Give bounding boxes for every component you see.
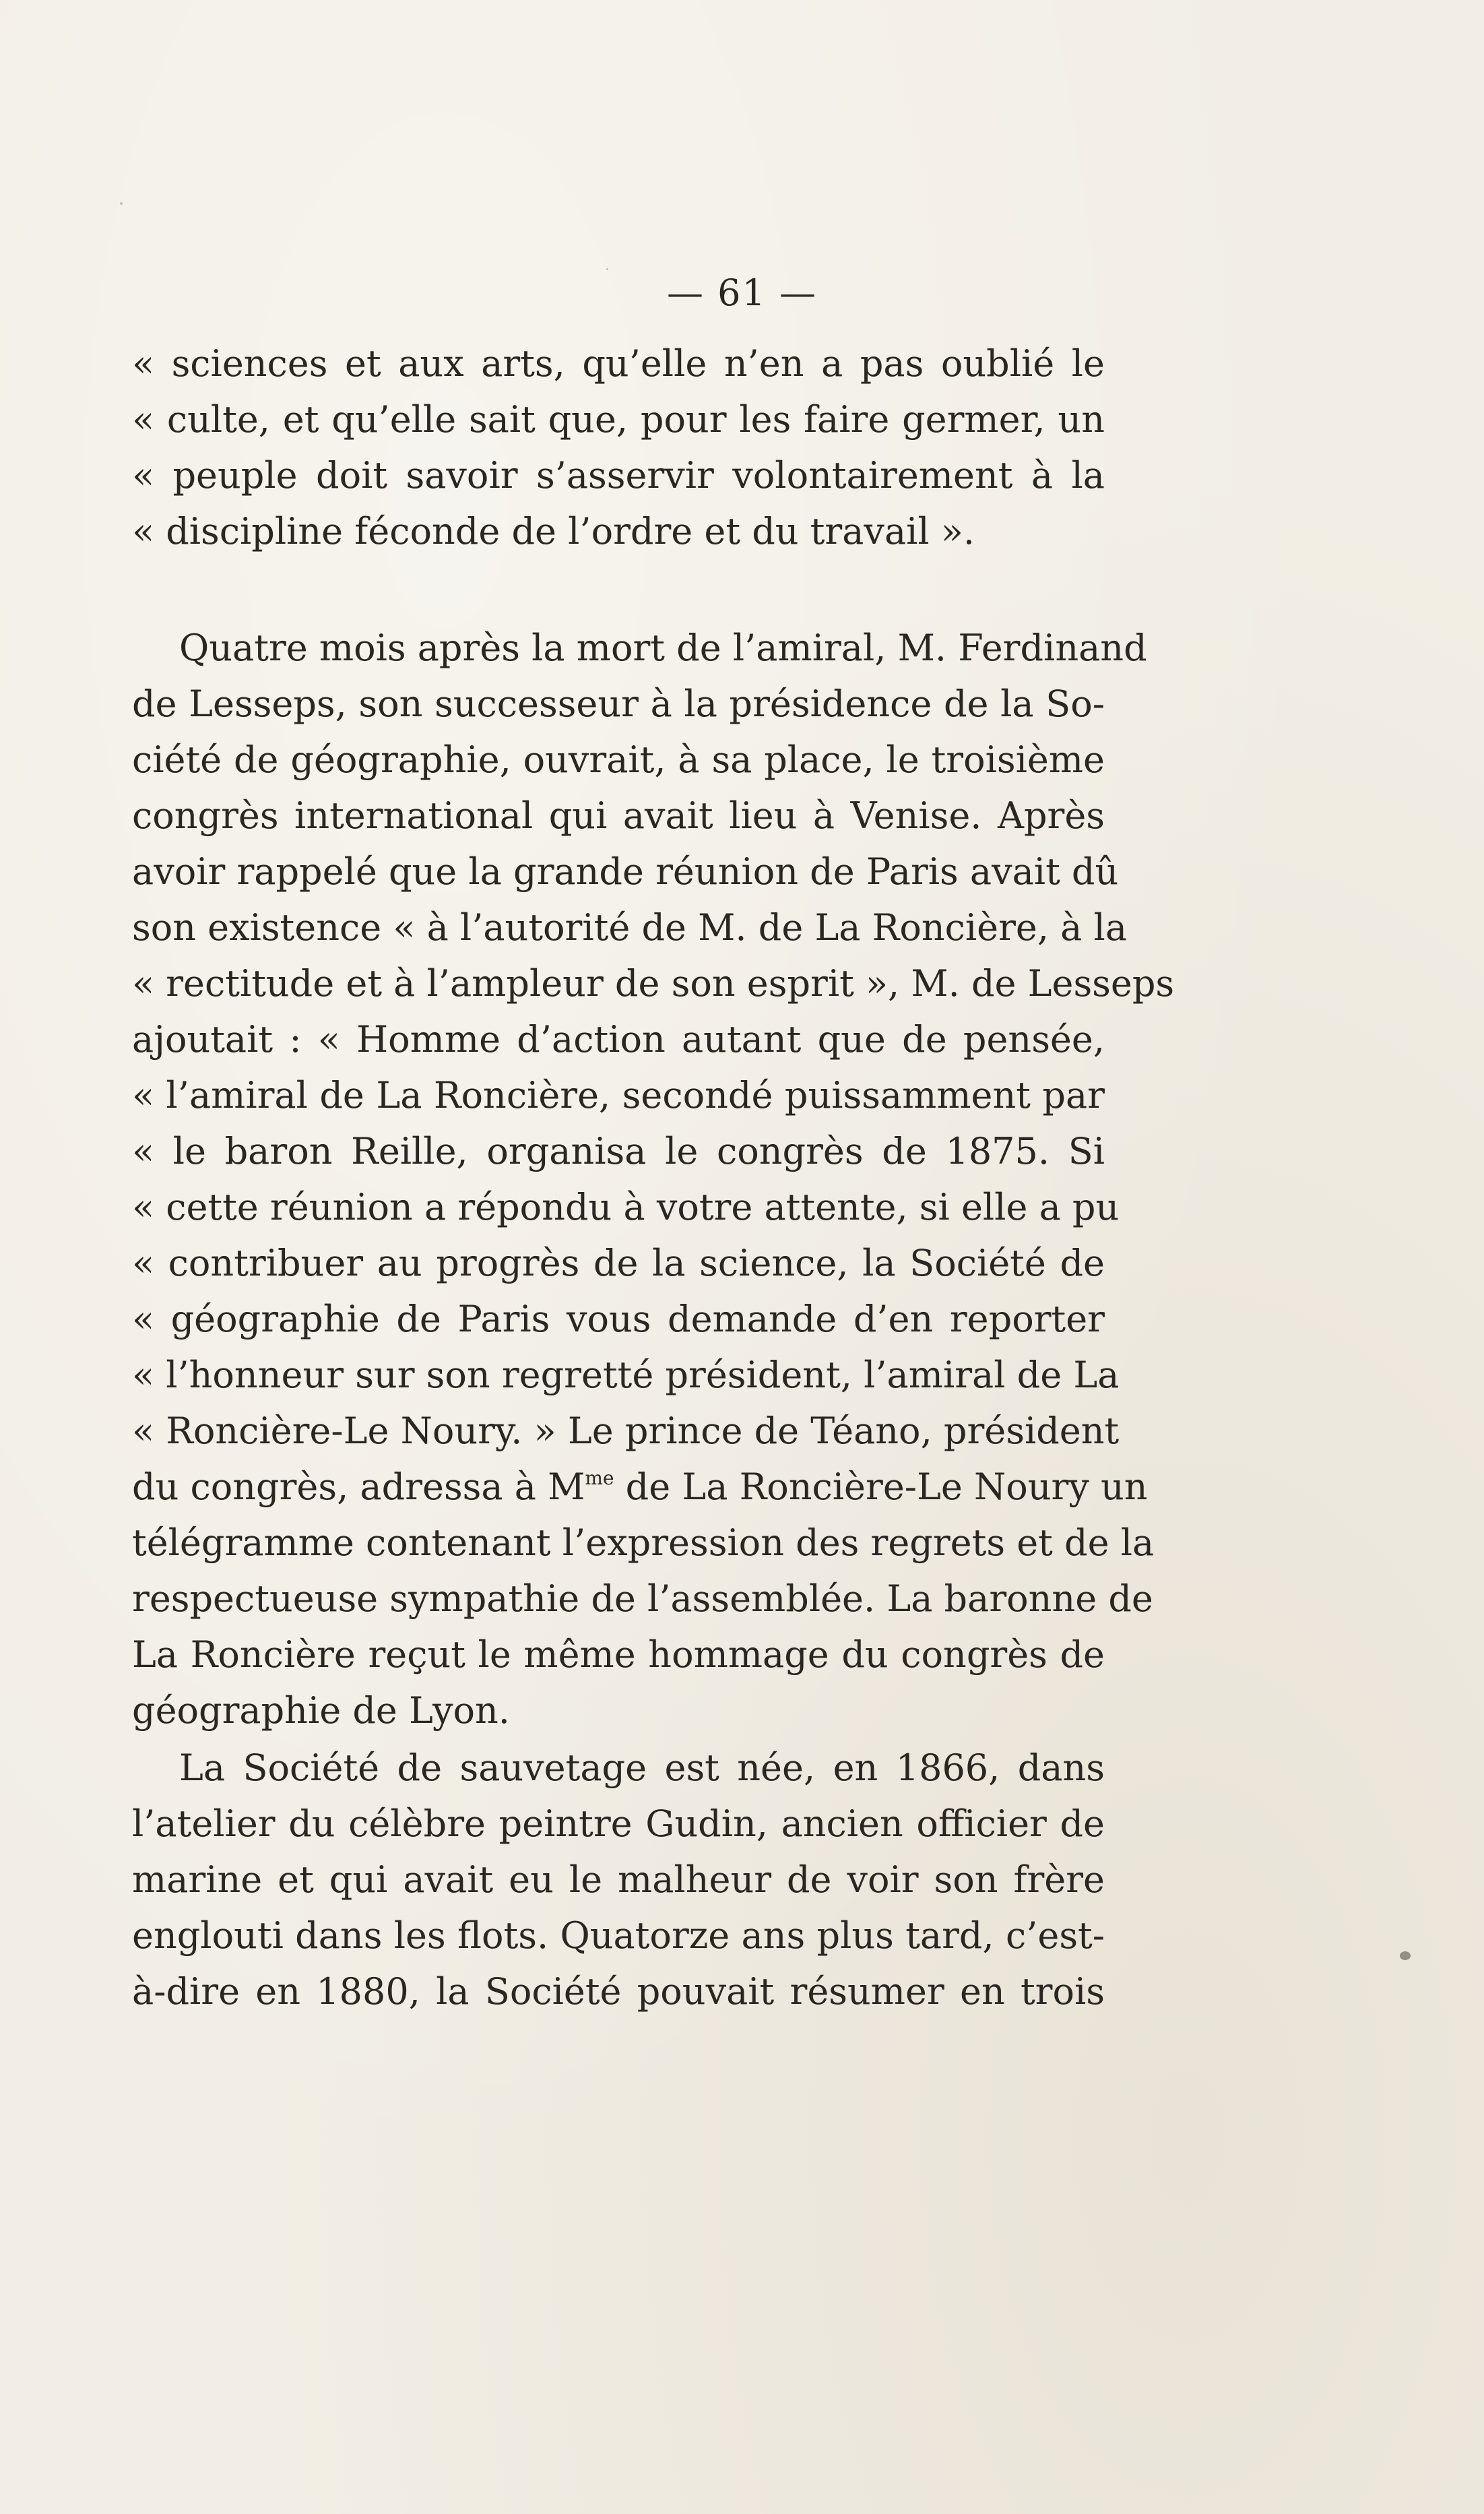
text-line: La Roncière reçut le même hommage du congrès de [132, 1633, 1105, 1676]
text-line: ciété de géographie, ouvrait, à sa place, le troisième [132, 739, 1105, 781]
paragraph-societe-sauvetage [132, 1740, 1105, 2019]
text-line: ajoutait : « Homme d’action autant que de pensée, [132, 1018, 1105, 1061]
text-fragment: du congrès, adressa à M [132, 1466, 585, 1508]
text-line: « le baron Reille, organisa le congrès de 1875. Si [132, 1130, 1105, 1172]
text-line-with-superscript [132, 1459, 1148, 1515]
paragraph-gap [132, 559, 1105, 620]
text-line: marine et qui avait eu le malheur de voir son frère [132, 1858, 1105, 1901]
text-line: géographie de Lyon. [132, 1689, 510, 1732]
text-line: à-dire en 1880, la Société pouvait résumer en trois [132, 1970, 1105, 2013]
text-line: « cette réunion a répondu à votre attente, si elle a pu [132, 1186, 1120, 1228]
text-line: son existence « à l’autorité de M. de La Roncière, à la [132, 906, 1128, 949]
text-line: « discipline féconde de l’ordre et du travail ». [132, 510, 975, 553]
text-line: télégramme contenant l’expression des regrets et de la [132, 1521, 1155, 1564]
text-line: Quatre mois après la mort de l’amiral, M. Ferdinand [179, 627, 1147, 669]
text-line: La Société de sauvetage est née, en 1866, dans [179, 1747, 1105, 1789]
text-line: englouti dans les flots. Quatorze ans plus tard, c’est- [132, 1914, 1105, 1957]
text-line: respectueuse sympathie de l’assemblée. La baronne de [132, 1577, 1153, 1620]
paragraph-quote-continuation [132, 336, 1105, 559]
body-text [132, 336, 1175, 2019]
text-line: « géographie de Paris vous demande d’en reporter [132, 1298, 1105, 1340]
paper-speck [1400, 1951, 1411, 1960]
text-line: « l’amiral de La Roncière, secondé puissamment par [132, 1074, 1105, 1117]
text-line: de Lesseps, son successeur à la présidence de la So- [132, 683, 1105, 725]
text-line: « rectitude et à l’ampleur de son esprit », M. de Lesseps [132, 962, 1175, 1005]
text-line: « peuple doit savoir s’asservir volontairement à la [132, 454, 1105, 497]
text-line: « Roncière-Le Noury. » Le prince de Téano, président [132, 1410, 1120, 1452]
text-line: l’atelier du célèbre peintre Gudin, ancien officier de [132, 1802, 1105, 1845]
paragraph-lesseps [132, 620, 1175, 1738]
superscript-abbreviation: me [585, 1467, 614, 1489]
page-number: — 61 — [666, 272, 818, 314]
text-line: « contribuer au progrès de la science, la Société de [132, 1242, 1105, 1284]
paper-speck [606, 268, 608, 270]
text-line: « l’honneur sur son regretté président, l’amiral de La [132, 1354, 1120, 1396]
text-line: avoir rappelé que la grande réunion de Paris avait dû [132, 850, 1119, 893]
text-line: « sciences et aux arts, qu’elle n’en a pas oublié le [132, 342, 1105, 385]
text-fragment: de La Roncière-Le Noury un [614, 1466, 1148, 1508]
text-line: congrès international qui avait lieu à Venise. Après [132, 794, 1105, 837]
text-line: « culte, et qu’elle sait que, pour les faire germer, un [132, 398, 1105, 441]
paper-speck [120, 202, 123, 205]
